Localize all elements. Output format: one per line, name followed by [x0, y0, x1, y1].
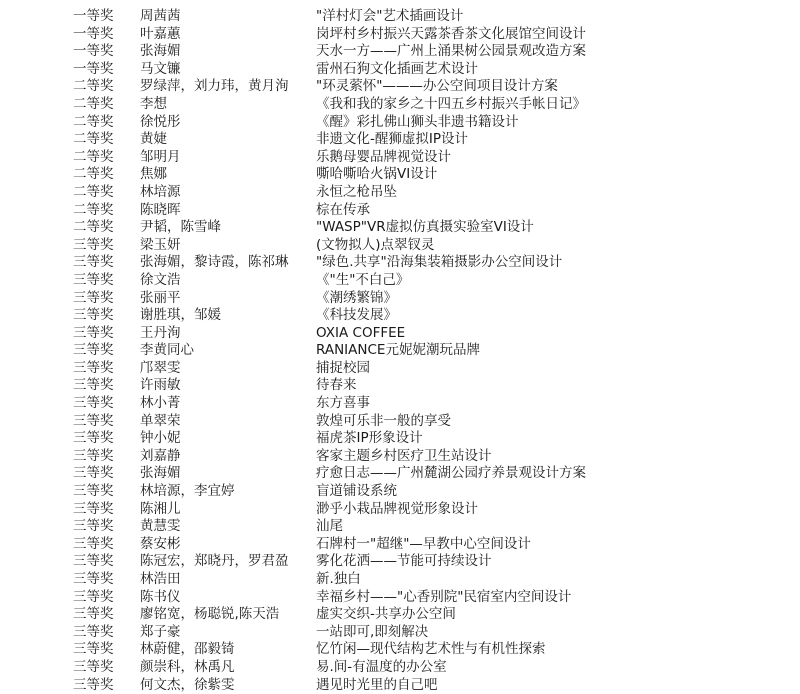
award-row — [0, 624, 800, 642]
work-title: 一站即可,即刻解决 — [316, 623, 429, 640]
award-row — [0, 677, 800, 694]
award-row — [0, 483, 800, 501]
award-level: 三等奖 — [73, 483, 114, 500]
work-title: 雾化花洒——节能可持续设计 — [316, 553, 492, 570]
award-row — [0, 96, 800, 114]
winner-names: 陈湘儿 — [140, 500, 181, 517]
work-title: 虚实交织-共享办公空间 — [316, 606, 456, 623]
winner-names: 林小菁 — [140, 395, 181, 412]
award-row — [0, 78, 800, 96]
winner-names: 蔡安彬 — [140, 535, 181, 552]
work-title: "环灵萦怀"———办公空间项目设计方案 — [316, 78, 558, 95]
award-row — [0, 342, 800, 360]
winner-names: 周茜茜 — [140, 8, 181, 24]
award-row — [0, 202, 800, 220]
winner-names: 张海媚 — [140, 43, 181, 60]
winner-names: 钟小妮 — [140, 430, 181, 447]
award-level: 二等奖 — [73, 78, 114, 95]
award-row — [0, 307, 800, 325]
award-level: 一等奖 — [73, 25, 114, 42]
award-level: 三等奖 — [73, 500, 114, 517]
award-row — [0, 430, 800, 448]
winner-names: 林培源 — [140, 183, 181, 200]
award-row — [0, 377, 800, 395]
winner-names: 黄婕 — [140, 131, 167, 148]
award-row — [0, 589, 800, 607]
winner-names: 谢胜琪，邹媛 — [140, 307, 221, 324]
work-title: 雷州石狗文化插画艺术设计 — [316, 60, 478, 77]
winner-names: 林培源，李宜婷 — [140, 483, 235, 500]
award-row — [0, 219, 800, 237]
work-title: 天水一方——广州上涌果树公园景观改造方案 — [316, 43, 586, 60]
award-level: 三等奖 — [73, 395, 114, 412]
award-row — [0, 290, 800, 308]
award-row — [0, 166, 800, 184]
award-level: 二等奖 — [73, 201, 114, 218]
award-level: 三等奖 — [73, 623, 114, 640]
award-level: 三等奖 — [73, 658, 114, 675]
award-row — [0, 237, 800, 255]
work-title: "洋村灯会"艺术插画设计 — [316, 8, 464, 24]
work-title: 非遗文化-醒狮虚拟IP设计 — [316, 131, 468, 148]
award-level: 三等奖 — [73, 606, 114, 623]
winner-names: 邝翠雯 — [140, 359, 181, 376]
award-level: 三等奖 — [73, 236, 114, 253]
winner-names: 罗绿萍，刘力玮，黄月洵 — [140, 78, 289, 95]
winner-names: 梁玉妍 — [140, 236, 181, 253]
winner-names: 李黄同心 — [140, 342, 194, 359]
award-level: 二等奖 — [73, 219, 114, 236]
award-level: 三等奖 — [73, 359, 114, 376]
winner-names: 叶嘉蕙 — [140, 25, 181, 42]
award-row — [0, 360, 800, 378]
award-level: 三等奖 — [73, 447, 114, 464]
award-row — [0, 606, 800, 624]
award-level: 二等奖 — [73, 113, 114, 130]
work-title: OXIA COFFEE — [316, 324, 406, 341]
award-level: 三等奖 — [73, 377, 114, 394]
award-level: 一等奖 — [73, 60, 114, 77]
work-title: RANIANCE元妮妮潮玩品牌 — [316, 342, 480, 359]
winner-names: 黄慧雯 — [140, 518, 181, 535]
work-title: "绿色.共享"沿海集装箱摄影办公空间设计 — [316, 254, 563, 271]
work-title: 疗愈日志——广州麓湖公园疗养景观设计方案 — [316, 465, 586, 482]
work-title: "WASP"VR虚拟仿真摄实验室VI设计 — [316, 219, 534, 236]
winner-names: 颜崇科，林禹凡 — [140, 658, 235, 675]
award-row — [0, 26, 800, 44]
award-row — [0, 8, 800, 26]
award-row — [0, 395, 800, 413]
award-level: 三等奖 — [73, 254, 114, 271]
award-level: 二等奖 — [73, 183, 114, 200]
winner-names: 徐悦彤 — [140, 113, 181, 130]
award-row — [0, 518, 800, 536]
award-level: 二等奖 — [73, 148, 114, 165]
award-level: 一等奖 — [73, 8, 114, 24]
award-row — [0, 465, 800, 483]
work-title: 《醒》彩扎佛山狮头非遗书籍设计 — [316, 113, 519, 130]
work-title: 《"生"不白己》 — [316, 271, 410, 288]
winner-names: 李想 — [140, 95, 167, 112]
award-row — [0, 501, 800, 519]
work-title: 幸福乡村——"心香别院"民宿室内空间设计 — [316, 588, 572, 605]
award-level: 三等奖 — [73, 430, 114, 447]
award-level: 三等奖 — [73, 553, 114, 570]
work-title: 东方喜事 — [316, 395, 370, 412]
work-title: 易.间-有温度的办公室 — [316, 658, 447, 675]
work-title: 渺乎小栽品牌视觉形象设计 — [316, 500, 478, 517]
award-row — [0, 114, 800, 132]
winner-names: 陈冠宏，郑晓丹，罗君盈 — [140, 553, 289, 570]
award-row — [0, 254, 800, 272]
award-level: 三等奖 — [73, 342, 114, 359]
winner-names: 廖铭宽，杨聪锐,陈天浩 — [140, 606, 280, 623]
winner-names: 陈晓晖 — [140, 201, 181, 218]
awards-list — [0, 8, 800, 694]
work-title: 客家主题乡村医疗卫生站设计 — [316, 447, 492, 464]
award-level: 二等奖 — [73, 166, 114, 183]
work-title: 新.独白 — [316, 571, 361, 587]
winner-names: 徐文浩 — [140, 271, 181, 288]
award-row — [0, 325, 800, 343]
award-row — [0, 536, 800, 554]
award-level: 三等奖 — [73, 289, 114, 306]
award-row — [0, 571, 800, 589]
work-title: 敦煌可乐非一般的享受 — [316, 412, 451, 429]
work-title: 乐鹅母婴品牌视觉设计 — [316, 148, 451, 165]
winner-names: 张丽平 — [140, 289, 181, 306]
winner-names: 许雨敏 — [140, 377, 181, 394]
award-level: 三等奖 — [73, 324, 114, 341]
award-row — [0, 131, 800, 149]
award-row — [0, 641, 800, 659]
work-title: 《科技发展》 — [316, 307, 397, 324]
winner-names: 张海媚，黎诗霞，陈祁琳 — [140, 254, 289, 271]
work-title: 福虎茶IP形象设计 — [316, 430, 423, 447]
award-level: 三等奖 — [73, 588, 114, 605]
work-title: 捕捉校园 — [316, 359, 370, 376]
award-row — [0, 659, 800, 677]
winner-names: 郑子豪 — [140, 623, 181, 640]
winner-names: 单翠荣 — [140, 412, 181, 429]
work-title: 石牌村一"超继"—早教中心空间设计 — [316, 535, 531, 552]
award-row — [0, 553, 800, 571]
work-title: 永恒之枪吊坠 — [316, 183, 397, 200]
award-level: 三等奖 — [73, 465, 114, 482]
work-title: 遇见时光里的自己吧 — [316, 676, 438, 693]
winner-names: 刘嘉静 — [140, 447, 181, 464]
winner-names: 马文镰 — [140, 60, 181, 77]
award-level: 一等奖 — [73, 43, 114, 60]
work-title: 《潮绣繁锦》 — [316, 289, 397, 306]
award-row — [0, 448, 800, 466]
work-title: 《我和我的家乡之十四五乡村振兴手帐日记》 — [316, 95, 586, 112]
winner-names: 张海媚 — [140, 465, 181, 482]
award-row — [0, 272, 800, 290]
award-row — [0, 43, 800, 61]
award-level: 三等奖 — [73, 571, 114, 587]
work-title: (文物拟人)点翠钗灵 — [316, 236, 435, 253]
winner-names: 尹韬，陈雪峰 — [140, 219, 221, 236]
work-title: 汕尾 — [316, 518, 343, 535]
winner-names: 林浩田 — [140, 571, 181, 587]
award-row — [0, 61, 800, 79]
award-level: 三等奖 — [73, 641, 114, 658]
winner-names: 林蔚健，邵毅锜 — [140, 641, 235, 658]
winner-names: 何文杰，徐紫雯 — [140, 676, 235, 693]
award-level: 三等奖 — [73, 412, 114, 429]
award-level: 二等奖 — [73, 95, 114, 112]
award-level: 三等奖 — [73, 307, 114, 324]
award-level: 三等奖 — [73, 535, 114, 552]
award-level: 三等奖 — [73, 518, 114, 535]
work-title: 岗坪村乡村振兴天露茶香茶文化展馆空间设计 — [316, 25, 586, 42]
award-level: 二等奖 — [73, 131, 114, 148]
work-title: 忆竹闲—现代结构艺术性与有机性探索 — [316, 641, 546, 658]
award-row — [0, 149, 800, 167]
work-title: 棕在传承 — [316, 201, 370, 218]
award-row — [0, 413, 800, 431]
work-title: 待春来 — [316, 377, 357, 394]
award-level: 三等奖 — [73, 271, 114, 288]
work-title: 盲道铺设系统 — [316, 483, 397, 500]
winner-names: 王丹洵 — [140, 324, 181, 341]
award-level: 三等奖 — [73, 676, 114, 693]
work-title: 嘶哈嘶哈火锅VI设计 — [316, 166, 438, 183]
winner-names: 陈书仪 — [140, 588, 181, 605]
winner-names: 邹明月 — [140, 148, 181, 165]
award-row — [0, 184, 800, 202]
winner-names: 焦娜 — [140, 166, 167, 183]
